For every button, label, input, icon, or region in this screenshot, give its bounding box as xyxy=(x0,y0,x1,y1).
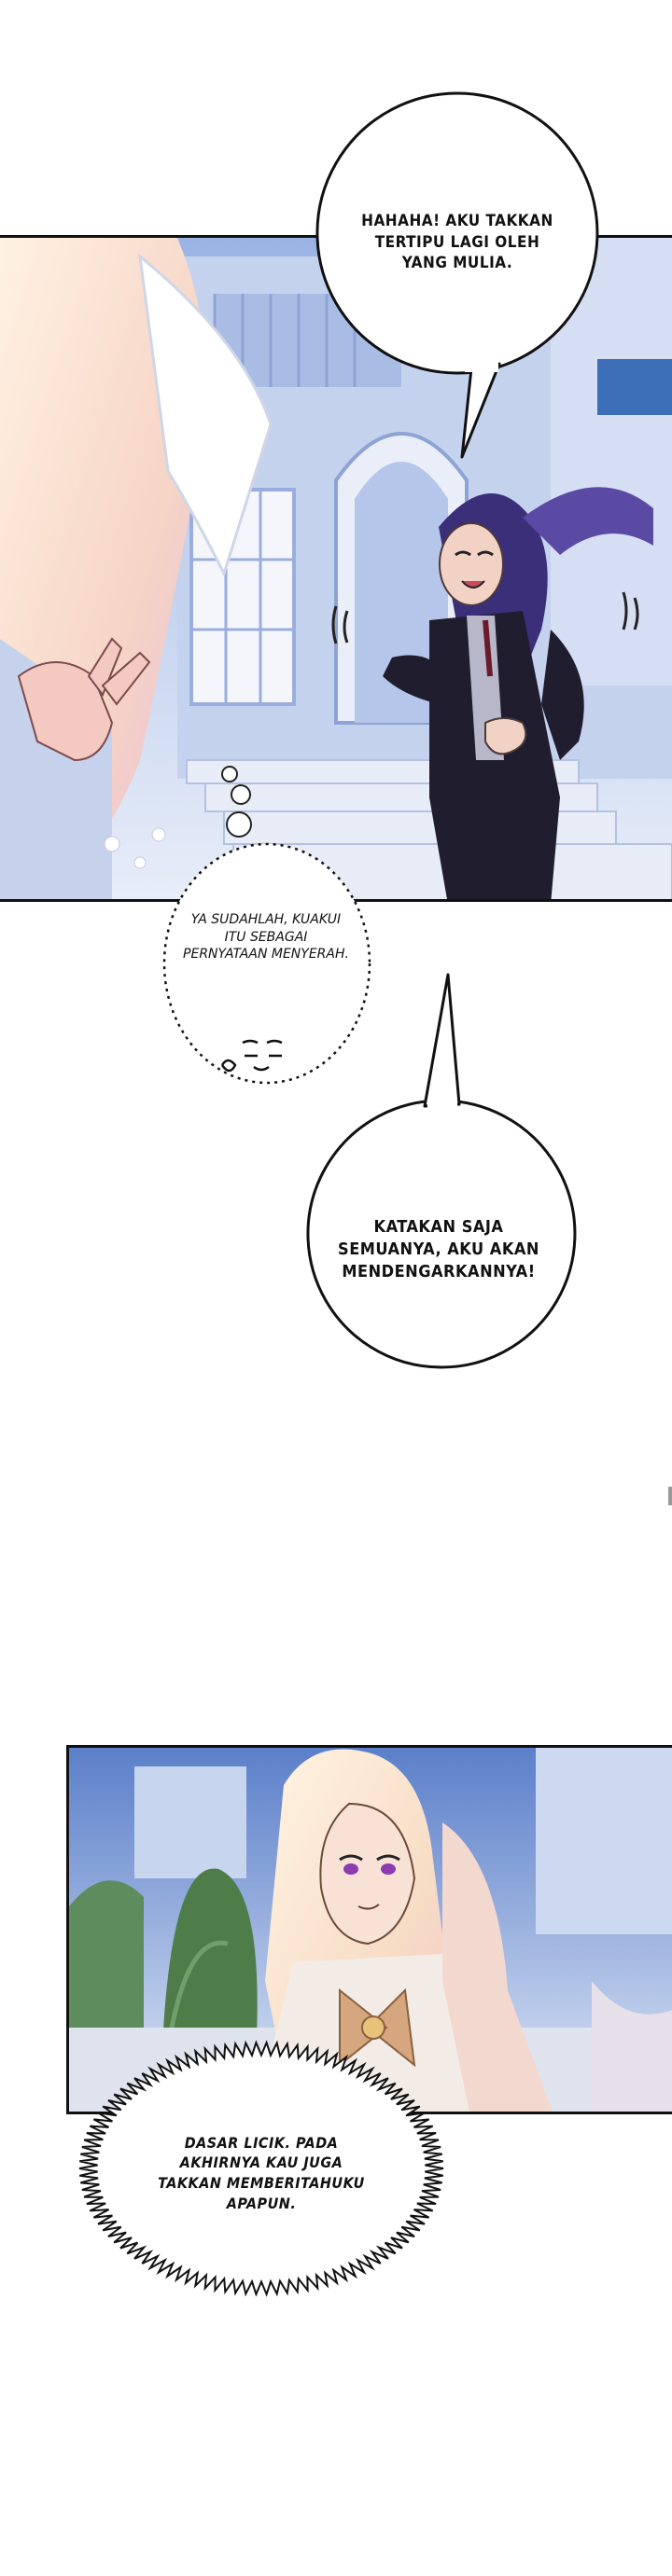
speech-bubble-3-text: DASAR LICIK. PADA AKHIRNYA KAU JUGA TAKKAN MEMBERITAHUKU APAPUN. xyxy=(158,2133,365,2212)
speech-bubble-3 xyxy=(107,2089,415,2257)
thought-bubble-text: YA SUDAHLAH, KUAKUI ITU SEBAGAI PERNYATAAN MENYERAH. xyxy=(183,911,349,963)
speech-bubble-1-text: HAHAHA! AKU TAKKAN TERTIPU LAGI OLEH YANG MULIA. xyxy=(361,211,553,273)
speech-bubble-1 xyxy=(327,121,588,364)
edge-marker xyxy=(668,1487,672,1505)
speech-bubble-2 xyxy=(303,1138,574,1362)
speech-bubble-2-text: KATAKAN SAJA SEMUANYA, AKU AKAN MENDENGARKANNYA! xyxy=(338,1216,539,1282)
